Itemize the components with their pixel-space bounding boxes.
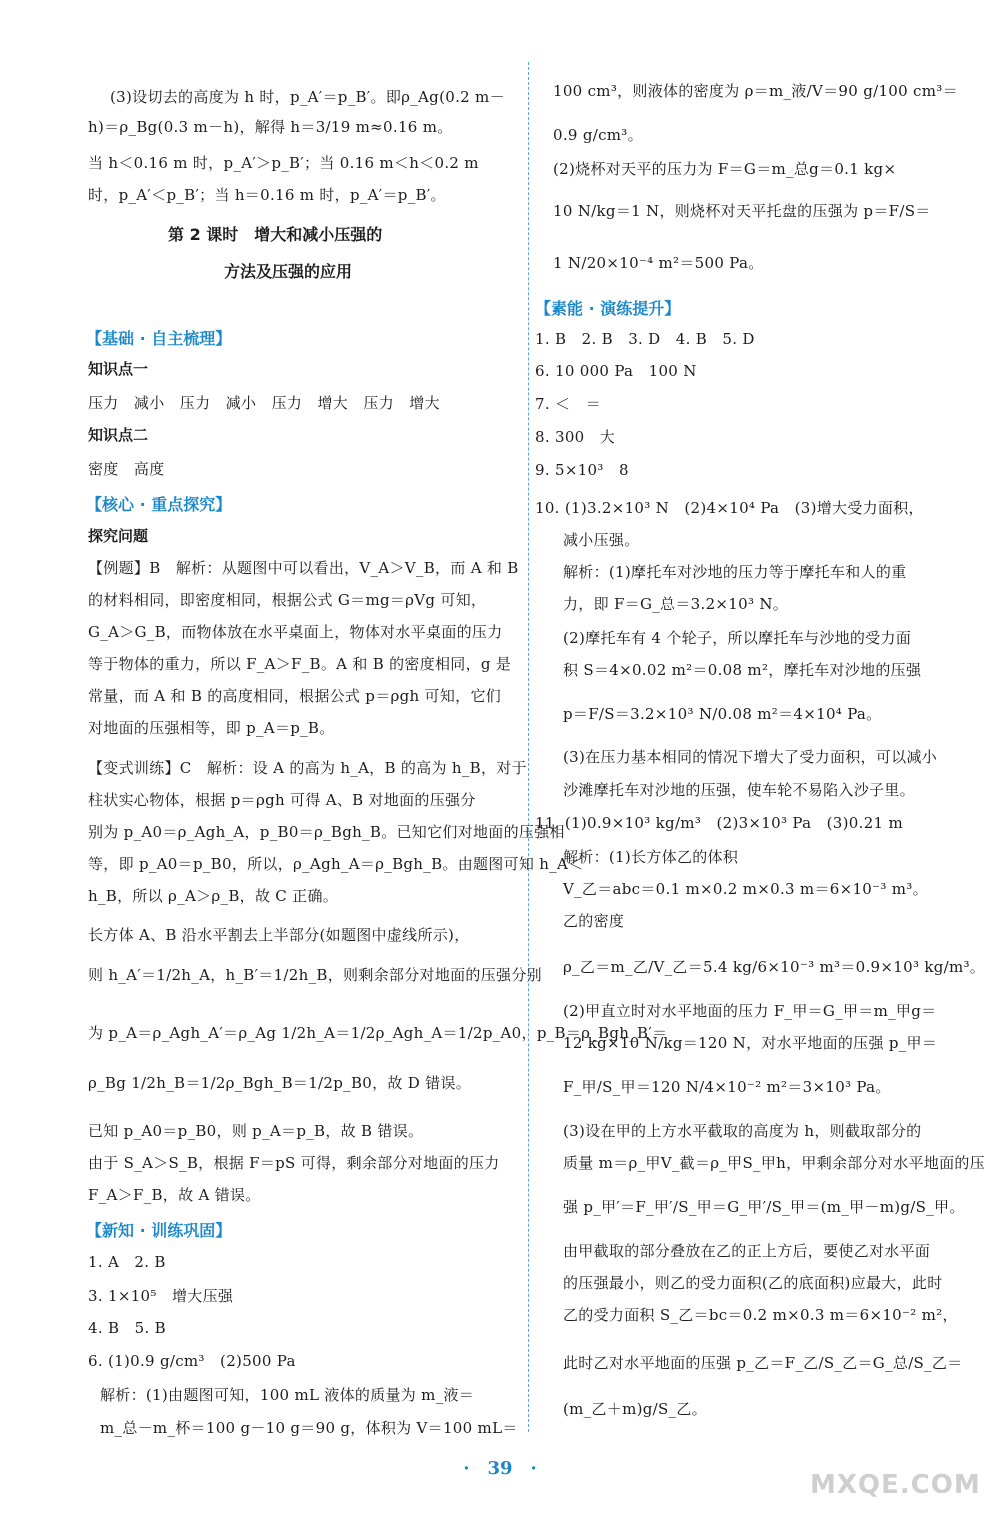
knowledge-point-2-text: 密度 高度 xyxy=(88,460,165,478)
answer-line: 乙的密度 xyxy=(563,912,625,930)
knowledge-point-2-label: 知识点二 xyxy=(88,426,149,444)
answer-line: V_乙＝abc＝0.1 m×0.2 m×0.3 m＝6×10⁻³ m³。 xyxy=(563,880,928,898)
lesson-title-line1: 第 2 课时 增大和减小压强的 xyxy=(168,225,383,244)
answer-line: (m_乙＋m)g/S_乙。 xyxy=(563,1400,707,1418)
variant-line: 【变式训练】C 解析：设 A 的高为 h_A，B 的高为 h_B，对于 xyxy=(88,759,527,777)
answer-line: 12 kg×10 N/kg＝120 N，对水平地面的压强 p_甲＝ xyxy=(563,1034,938,1052)
example-line: 常量，而 A 和 B 的高度相同，根据公式 p＝ρgh 可知，它们 xyxy=(88,687,502,705)
text-line: (3)设切去的高度为 h 时，p_A′＝p_B′。即ρ_Ag(0.2 m－ xyxy=(110,88,505,106)
variant-line: 为 p_A＝ρ_Agh_A′＝ρ_Ag 1/2h_A＝1/2ρ_Agh_A＝1/2p_A0，p_B＝ρ_Bgh_B′＝ xyxy=(88,1024,668,1042)
text-line: h)＝ρ_Bg(0.3 m－h)，解得 h＝3/19 m≈0.16 m。 xyxy=(88,118,453,136)
variant-line: ρ_Bg 1/2h_B＝1/2ρ_Bgh_B＝1/2p_B0，故 D 错误。 xyxy=(88,1074,472,1092)
text-line: 100 cm³，则液体的密度为 ρ＝m_液/V＝90 g/100 cm³＝ xyxy=(553,82,958,100)
answer-line: 10. (1)3.2×10³ N (2)4×10⁴ Pa (3)增大受力面积， xyxy=(535,499,924,517)
watermark: MXQE.COM xyxy=(810,1470,981,1500)
answer-line: 8. 300 大 xyxy=(535,428,616,446)
variant-line: 则 h_A′＝1/2h_A，h_B′＝1/2h_B，则剩余部分对地面的压强分别 xyxy=(88,966,542,984)
answer-line: 此时乙对水平地面的压强 p_乙＝F_乙/S_乙＝G_总/S_乙＝ xyxy=(563,1354,963,1372)
answer-line: m_总－m_杯＝100 g－10 g＝90 g，体积为 V＝100 mL＝ xyxy=(100,1419,518,1437)
answer-line: 6. (1)0.9 g/cm³ (2)500 Pa xyxy=(88,1352,296,1370)
text-line: 当 h＜0.16 m 时，p_A′＞p_B′；当 0.16 m＜h＜0.2 m xyxy=(88,154,479,172)
answer-line: (2)甲直立时对水平地面的压力 F_甲＝G_甲＝m_甲g＝ xyxy=(563,1002,937,1020)
answer-line: 强 p_甲′＝F_甲′/S_甲＝G_甲′/S_甲＝(m_甲－m)g/S_甲。 xyxy=(563,1198,965,1216)
section-heading-core: 【核心 · 重点探究】 xyxy=(86,495,232,514)
section-heading-new: 【新知 · 训练巩固】 xyxy=(86,1221,232,1240)
text-line: 0.9 g/cm³。 xyxy=(553,126,643,144)
answer-line: (3)在压力基本相同的情况下增大了受力面积，可以减小 xyxy=(563,748,938,766)
answer-line: 解析：(1)长方体乙的体积 xyxy=(563,848,739,866)
answer-line: (3)设在甲的上方水平截取的高度为 h，则截取部分的 xyxy=(563,1122,922,1140)
lesson-title-line2: 方法及压强的应用 xyxy=(224,262,353,281)
answer-line: 11. (1)0.9×10³ kg/m³ (2)3×10³ Pa (3)0.21 m xyxy=(535,814,903,832)
page-number: · 39 · xyxy=(463,1458,537,1479)
answer-line: 3. 1×10⁵ 增大压强 xyxy=(88,1287,234,1305)
answer-line: 解析：(1)摩托车对沙地的压力等于摩托车和人的重 xyxy=(563,563,907,581)
variant-line: 柱状实心物体，根据 p＝ρgh 可得 A、B 对地面的压强分 xyxy=(88,791,476,809)
knowledge-point-1-label: 知识点一 xyxy=(88,360,149,378)
knowledge-point-1-text: 压力 减小 压力 减小 压力 增大 压力 增大 xyxy=(88,394,440,412)
answer-line: (2)摩托车有 4 个轮子，所以摩托车与沙地的受力面 xyxy=(563,629,912,647)
variant-line: 已知 p_A0＝p_B0，则 p_A＝p_B，故 B 错误。 xyxy=(88,1122,424,1140)
variant-line: 别为 p_A0＝ρ_Agh_A，p_B0＝ρ_Bgh_B。已知它们对地面的压强相 xyxy=(88,823,565,841)
answer-line: 减小压强。 xyxy=(563,531,640,549)
example-line: 的材料相同，即密度相同，根据公式 G＝mg＝ρVg 可知， xyxy=(88,591,487,609)
section-heading-basic: 【基础 · 自主梳理】 xyxy=(86,329,232,348)
answer-line: 7. ＜ ＝ xyxy=(535,395,601,413)
answer-line: 1. A 2. B xyxy=(88,1253,166,1271)
variant-line: 等，即 p_A0＝p_B0，所以，ρ_Agh_A＝ρ_Bgh_B。由题图可知 h_A＜ xyxy=(88,855,584,873)
example-line: 等于物体的重力，所以 F_A＞F_B。A 和 B 的密度相同，g 是 xyxy=(88,655,512,673)
answer-line: 由甲截取的部分叠放在乙的正上方后，要使乙对水平面 xyxy=(563,1242,931,1260)
answer-line: 质量 m＝ρ_甲V_截＝ρ_甲S_甲h，甲剩余部分对水平地面的压 xyxy=(563,1154,985,1172)
text-line: (2)烧杯对天平的压力为 F＝G＝m_总g＝0.1 kg× xyxy=(553,160,897,178)
example-line: 对地面的压强相等，即 p_A＝p_B。 xyxy=(88,719,335,737)
example-line: 【例题】B 解析：从题图中可以看出，V_A＞V_B，而 A 和 B xyxy=(88,559,519,577)
answer-line: 力，即 F＝G_总＝3.2×10³ N。 xyxy=(563,595,789,613)
answer-line: 的压强最小，则乙的受力面积(乙的底面积)应最大，此时 xyxy=(563,1274,943,1292)
explore-label: 探究问题 xyxy=(88,527,149,545)
answer-line: 9. 5×10³ 8 xyxy=(535,461,629,479)
variant-line: F_A＞F_B，故 A 错误。 xyxy=(88,1186,261,1204)
text-line: 1 N/20×10⁻⁴ m²＝500 Pa。 xyxy=(553,254,764,272)
section-heading-ability: 【素能 · 演练提升】 xyxy=(535,299,681,318)
example-line: G_A＞G_B，而物体放在水平桌面上，物体对水平桌面的压力 xyxy=(88,623,503,641)
variant-line: 长方体 A、B 沿水平割去上半部分(如题图中虚线所示)， xyxy=(88,926,470,944)
answer-line: F_甲/S_甲＝120 N/4×10⁻² m²＝3×10³ Pa。 xyxy=(563,1078,891,1096)
variant-line: h_B，所以 ρ_A＞ρ_B，故 C 正确。 xyxy=(88,887,339,905)
text-line: 时，p_A′＜p_B′；当 h＝0.16 m 时，p_A′＝p_B′。 xyxy=(88,186,446,204)
answer-line: ρ_乙＝m_乙/V_乙＝5.4 kg/6×10⁻³ m³＝0.9×10³ kg/m³。 xyxy=(563,958,986,976)
answer-line: 积 S＝4×0.02 m²＝0.08 m²，摩托车对沙地的压强 xyxy=(563,661,922,679)
column-divider xyxy=(528,62,529,1432)
answer-line: p＝F/S＝3.2×10³ N/0.08 m²＝4×10⁴ Pa。 xyxy=(563,705,882,723)
answer-line: 1. B 2. B 3. D 4. B 5. D xyxy=(535,330,755,348)
answer-line: 4. B 5. B xyxy=(88,1319,166,1337)
answer-line: 乙的受力面积 S_乙＝bc＝0.2 m×0.3 m＝6×10⁻² m²， xyxy=(563,1306,958,1324)
answer-line: 6. 10 000 Pa 100 N xyxy=(535,362,697,380)
answer-line: 沙滩摩托车对沙地的压强，使车轮不易陷入沙子里。 xyxy=(563,781,915,799)
answer-line: 解析：(1)由题图可知，100 mL 液体的质量为 m_液＝ xyxy=(100,1386,475,1404)
text-line: 10 N/kg＝1 N，则烧杯对天平托盘的压强为 p＝F/S＝ xyxy=(553,202,931,220)
variant-line: 由于 S_A＞S_B，根据 F＝pS 可得，剩余部分对地面的压力 xyxy=(88,1154,500,1172)
